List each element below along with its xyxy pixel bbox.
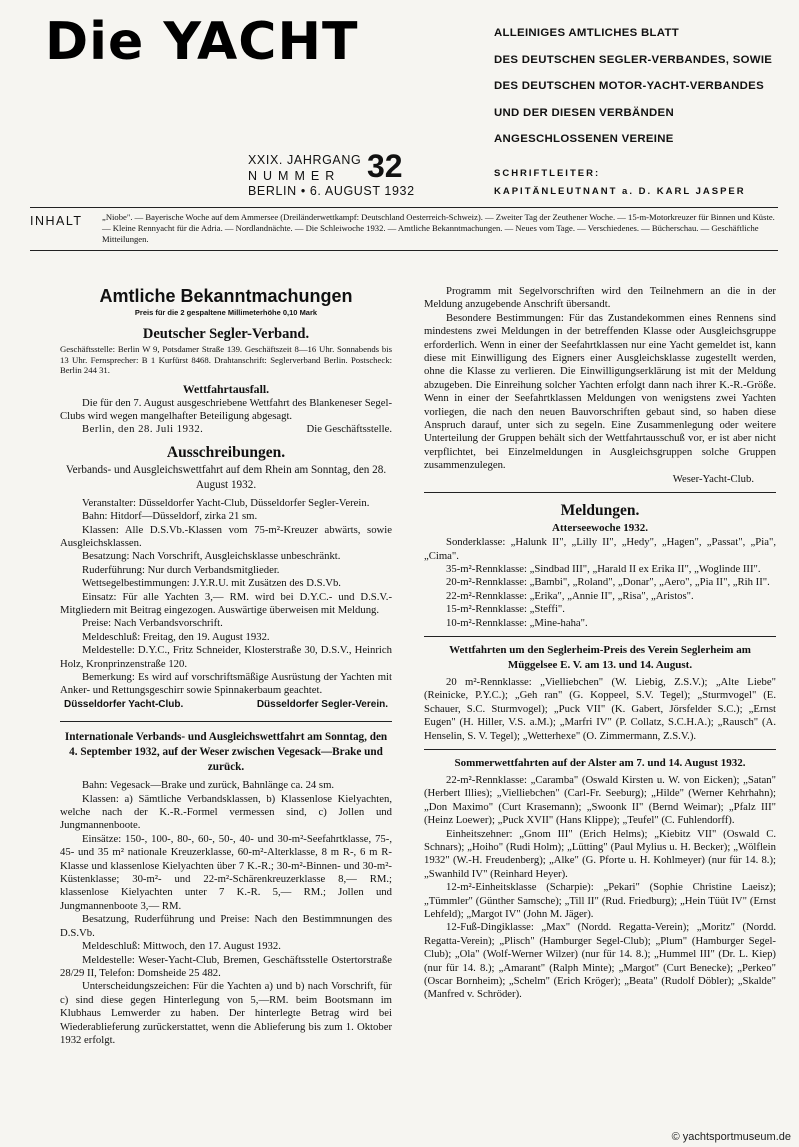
rhein-para: Klassen: Alle D.S.Vb.-Klassen vom 75-m²-Kreuzer abwärts, sowie Ausgleichsklassen.	[60, 523, 392, 549]
masthead-tagline	[494, 20, 794, 153]
atter-para: 22-m²-Rennklasse: „Erika", „Annie II", „Risa", „Aristos".	[446, 589, 694, 602]
weser-para: Besatzung, Ruderführung und Preise: Nach den Bestimmnungen des D.S.Vb.	[60, 913, 392, 939]
issue-number-label: NUMMER	[248, 168, 341, 183]
editor-info	[494, 165, 746, 201]
divider	[424, 749, 776, 750]
besondere-sign: Weser-Yacht-Club.	[672, 472, 754, 485]
sommer-para: 12-m²-Einheitsklasse (Scharpie): „Pekari" (Sophie Christine Laeisz); „Tümmler" (Günther Samsche); „Till II" (Rud. Friedburg); „Hein Tüüt IV" (Ernst Lehfeld); „Margot IV" (John M. Jäger).	[424, 881, 776, 921]
left-column	[60, 285, 392, 1047]
weser-para: Klassen: a) Sämtliche Verbandsklassen, b) Klassenlose Kielyachten, welche nach der K.-R.-Formel vermessen sind, c) Jollen und Jungmannenboote.	[60, 792, 392, 832]
divider	[30, 250, 778, 251]
tagline-line: DES DEUTSCHEN SEGLER-VERBANDES, SOWIE	[494, 53, 773, 66]
contents-text: „Niobe". — Bayerische Woche auf dem Ammersee (Dreiländerwettkampf: Deutschland Oesterreich-Schweiz). — Zweiter Tag der Zeuthener Woche. — 15-m-Motorkreuzer für Binnen und Küste. — Kleine Rennyacht für die Adria. — Nordlandnächte. — Die Schleiwoche 1932. — Amtliche Bekanntmachungen. — Neues vom Tage. — Verschiedenes. — Bücherschau. — Geschäftliche Mitteilungen.	[102, 212, 775, 244]
watermark: © yachtsportmuseum.de	[671, 1131, 791, 1143]
ausfall-text: Die für den 7. August ausgeschriebene Wettfahrt des Blankeneser Segel-Clubs wird wegen mangelhafter Beteiligung abgesagt.	[60, 396, 392, 422]
atter-para: 35-m²-Rennklasse: „Sindbad III", „Harald II ex Erika II", „Woglinde III".	[446, 562, 761, 575]
weser-para: Einsätze: 150-, 100-, 80-, 60-, 50-, 40- und 30-m²-Seefahrtklasse, 75-, 45- und 35 m² nationale Kreuzerklasse, 60-m²-Alterklasse, 8 m R-, 6 m R-Klasse und klassenlose Kielyachten über 7 K.-R.; 30-m²-Binnen- und 30-m²-Küstenklasse; 30-m²- und 22-m²-Schärenkreuzerklasse 8,— RM.; klassenlose Kielyachten unter 7 K.-R. 5,— RM.; Jollen und Jungmannenboote 3,— RM.	[60, 832, 392, 912]
sommer-para: Einheitszehner: „Gnom III" (Erich Helms); „Kiebitz VII" (Oswald C. Schnars); „Hoiho" (Rudi Holm); „Lütting" (Paul Mylius u. H. Becker); „Wölflein 1932" (W.-H. Freudenberg); „Alke" (G. Pforte u. H. Kohlmeyer) (nur für 14. 8.); „Swanhild IV" (Reinhard Heyer).	[424, 827, 776, 880]
rhein-para: Einsatz: Für alle Yachten 3,— RM. wird bei D.Y.C.- und D.S.V.-Mitgliedern mit Beitrag eingezogen. Auswärtige überweisen mit Meldung.	[60, 590, 392, 616]
rhein-sign-left: Düsseldorfer Yacht-Club.	[64, 698, 184, 710]
issue-date: BERLIN • 6. AUGUST 1932	[248, 184, 415, 198]
atter-para: 15-m²-Rennklasse: „Steffi".	[446, 603, 565, 616]
rhein-paragraphs	[60, 497, 392, 698]
rhein-para: Bemerkung: Es wird auf vorschriftsmäßige Ausrüstung der Yachten mit Anker- und Rettungsgeschirr sowie Spinnakerbaum geachtet.	[60, 671, 392, 697]
masthead-logo: Die YACHT	[45, 12, 359, 72]
rhein-para: Ruderführung: Nur durch Verbandsmitglieder.	[82, 563, 280, 576]
ausfall-signature	[60, 423, 392, 436]
divider	[30, 207, 778, 208]
besondere-text: Besondere Bestimmungen: Für das Zustandekommen eines Rennens sind mindestens zwei Meldungen in der betreffenden Klasse oder Ausgleichsgruppe erforderlich. Wenn in einer der Seefahrtklassen nur eine Yacht gemeldet ist, kann diese mit Einwilligung des Eigners einer Ausgleichsklasse zugestellt werden, ohne die Klasse zu verlieren. Die Einwilligungserklärung ist mit der Meldung abzugeben. Die Einreihung solcher Yachten erfolgt dann nach ihrer K.-R.-Größe. Wenn in einer der Seefahrtklassen Meldungen von wenigstens zwei Yachten vorliegen, die nach den neuen Bauvorschriften gebaut sind, so haben diese Anspruch darauf, unter sich zu segeln. Eine Zusammenlegung oder weitere Unterteilung der Gruppen behält sich der Wettfahrtausschuß vor, er ist aber nicht verpflichtet, bei Einzelmeldungen in Ausgleichsgruppen solche Gruppen zusammenzulegen.	[424, 311, 776, 472]
atter-para: Sonderklasse: „Halunk II", „Lilly II", „Hedy", „Hagen", „Passat", „Pia", „Cima".	[424, 536, 776, 562]
tagline-line: UND DER DIESEN VERBÄNDEN	[494, 106, 674, 119]
tagline-line: DES DEUTSCHEN MOTOR-YACHT-VERBANDES	[494, 80, 764, 92]
atter-title: Atterseewoche 1932.	[552, 522, 648, 535]
sommer-title: Sommerwettfahrten auf der Alster am 7. und 14. August 1932.	[454, 756, 746, 769]
divider	[424, 492, 776, 493]
seglerheim-text: 20 m²-Rennklasse: „Vielliebchen" (W. Liebig, Z.S.V.); „Alte Liebe" (Reinicke, P.Y.C.); „Geh ran" (G. Koppeel, S.V. Tegel); „Sturmvogel" (E. Schauer, S.C. Sturmvogel); „Puck VII" (K. Gabert, Jörsfelder S.C.); „Ernst Eugen" (H. Hiller, V.S. a.M.); „Marfri IV" (P. Collatz, S.C.H.A.); „Rausch" (A. Henselin, S. V. Tegel); „Wetterhexe" (O. Zimmermann, Z.S.V.).	[424, 675, 776, 742]
ausfall-title: Wettfahrtausfall.	[182, 381, 270, 396]
weser-title: Internationale Verbands- und Ausgleichswettfahrt am Sonntag, den 4. September 1932, auf der Weser zwischen Vegesack—Brake und zurück.	[64, 731, 388, 774]
ausschreibungen-title: Ausschreibungen.	[166, 443, 286, 461]
section-title: Amtliche Bekanntmachungen	[99, 286, 353, 306]
atter-paragraphs	[424, 536, 776, 630]
weser-paragraphs	[60, 779, 392, 1047]
atter-para: 20-m²-Rennklasse: „Bambi", „Roland", „Donar", „Aero", „Pia II", „Rih II".	[446, 576, 770, 589]
rhein-title: Verbands- und Ausgleichswettfahrt auf dem Rhein am Sonntag, den 28. August 1932.	[65, 463, 387, 491]
rhein-para: Besatzung: Nach Vorschrift, Ausgleichsklasse unbeschränkt.	[82, 550, 341, 563]
editor-label: SCHRIFTLEITER:	[494, 168, 601, 179]
issue-number: 32	[367, 148, 403, 184]
issue-volume: XXIX. JAHRGANG	[248, 153, 362, 167]
rhein-signature	[60, 698, 392, 711]
rhein-para: Meldeschluß: Freitag, den 19. August 1932.	[82, 630, 270, 643]
divider	[424, 636, 776, 637]
meldungen-title: Meldungen.	[560, 502, 640, 520]
dsv-address: Geschäftsstelle: Berlin W 9, Potsdamer Straße 139. Geschäftszeit 8—16 Uhr. Sonnabends bis 13 Uhr. Fernsprecher: B 1 Kurfürst 8468. Drahtanschrift: Seglerverband Berlin. Postscheck: Berlin 244 31.	[60, 344, 392, 375]
programm-text: Programm mit Segelvorschriften wird den Teilnehmern an die in der Meldung anzugebende Anschrift übersandt.	[424, 285, 776, 311]
editor-name: KAPITÄNLEUTNANT a. D. KARL JASPER	[494, 186, 746, 197]
tagline-line: ANGESCHLOSSENEN VEREINE	[494, 133, 674, 145]
sommer-para: 22-m²-Rennklasse: „Caramba" (Oswald Kirsten u. W. von Eicken); „Satan" (Herbert Illies); „Vielliebchen" (Carl-Fr. Seeburg); „Hilde" (Werner Kehrhahn); „Don Maximo" (Curt Krasemann); „Swoonk II" (Bernd Weimar); „Pfalz III" (Heinz Loewer); „Puck XVII" (Hans Klippe); „Teufel" (C. Fuhlendorff).	[424, 773, 776, 827]
rhein-para: Bahn: Hitdorf—Düsseldorf, zirka 21 sm.	[82, 510, 258, 523]
right-column	[424, 285, 776, 1002]
rhein-sign-right: Düsseldorfer Segler-Verein.	[256, 698, 388, 710]
price-note: Preis für die 2 gespaltene Millimeterhöhe 0,10 Mark	[134, 308, 318, 317]
sommer-paragraphs	[424, 774, 776, 1002]
sommer-para: 12-Fuß-Dingiklasse: „Max" (Nordd. Regatta-Verein); „Moritz" (Nordd. Regatta-Verein); „Plisch" (Hamburger Segel-Club); „Plum" (Hamburger Segel-Club); „Ola" (Wolf-Werner Wilzer) (nur für 14. 8.); „Hummel III" (Dr. L. Kiep) (nur für 14. 8.); „Amarant" (Ralph Minte); „Margot" (Curt Benecke); „Perkeo" (Oscar Bornheim); „Schelm" (Erich Kröger); „Beata" (Rudolf Döbler); „Skalde" (Manfred v. Schröder).	[424, 921, 776, 1001]
rhein-para: Wettsegelbestimmungen: J.Y.R.U. mit Zusätzen des D.S.Vb.	[82, 577, 341, 590]
dsv-title: Deutscher Segler-Verband.	[142, 326, 310, 342]
ausfall-sign: Die Geschäftsstelle.	[306, 423, 392, 436]
seglerheim-title: Wettfahrten um den Seglerheim-Preis des Verein Seglerheim am Müggelsee E. V. am 13. und 14. August.	[449, 643, 751, 671]
weser-para: Meldestelle: Weser-Yacht-Club, Bremen, Geschäftsstelle Ostertorstraße 28/29 II, Telefon: Domsheide 25 482.	[60, 953, 392, 979]
rhein-para: Meldestelle: D.Y.C., Fritz Schneider, Klosterstraße 30, D.S.V., Heinrich Holz, Kronprinzenstraße 120.	[60, 644, 392, 670]
rhein-para: Veranstalter: Düsseldorfer Yacht-Club, Düsseldorfer Segler-Verein.	[82, 496, 370, 509]
tagline-line: ALLEINIGES AMTLICHES BLATT	[494, 27, 679, 39]
rhein-para: Preise: Nach Verbandsvorschrift.	[82, 617, 223, 630]
atter-para: 10-m²-Rennklasse: „Mine-haha".	[446, 616, 588, 629]
ausfall-place: Berlin, den 28. Juli 1932.	[82, 423, 204, 436]
contents-label: INHALT	[30, 214, 83, 228]
divider	[60, 721, 392, 722]
weser-para: Bahn: Vegesack—Brake und zurück, Bahnlänge ca. 24 sm.	[82, 779, 335, 792]
weser-para: Unterscheidungszeichen: Für die Yachten a) und b) nach Vorschrift, für c) sind diese gegen Hinterlegung von 5,—RM. beim Bootsmann im Klubhaus Lemwerder zu haben. Der hinterlegte Betrag wird bei Wiederablieferung zurückerstattet, wenn die Ablieferung bis zum 1. Oktober 1932 erfolgt.	[60, 980, 392, 1046]
weser-para: Meldeschluß: Mittwoch, den 17. August 1932.	[82, 940, 281, 953]
